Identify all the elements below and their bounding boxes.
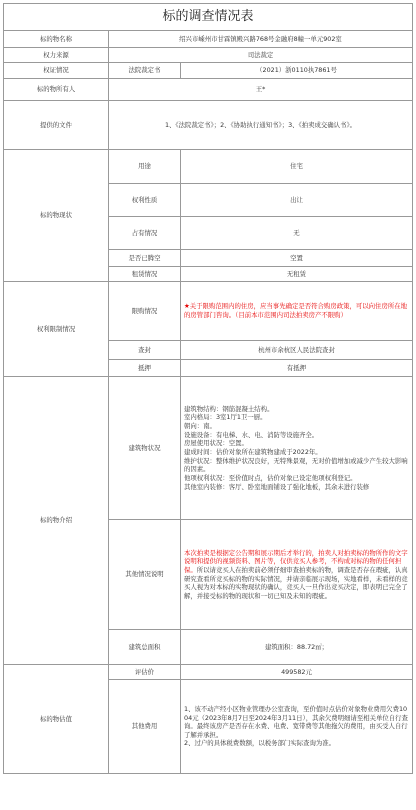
purchase-notice: ★关于限购范围内的住房，应当事先确定是否符合购房政策，可以向住房所在地的房管部门咨询。（目前本市范围内司法拍卖房产不限购）: [181, 282, 413, 341]
status-group-label: 标的物现状: [4, 150, 109, 282]
building-line: 房屋使用状况：空置。: [184, 439, 248, 448]
status-label: 占有情况: [109, 217, 181, 250]
status-value: 无: [181, 217, 413, 250]
status-label: 是否已腾空: [109, 250, 181, 267]
documents-label: 提供的文件: [4, 101, 109, 150]
documents-value: 1、《法院裁定书》；2、《协助执行通知书》；3、《拍卖成交确认书》。: [109, 101, 413, 150]
page-title: 标的调查情况表: [3, 3, 413, 30]
status-value: 住宅: [181, 150, 413, 184]
row-owner: [4, 79, 413, 101]
building-line: 维护状况：整体维护状况良好，无特殊景观，无对价值增加或减少产生较大影响的因素。: [184, 456, 408, 474]
rights-source-value: 司法裁定: [109, 48, 413, 63]
survey-table: [3, 30, 413, 774]
fees-line: 1、该不动产经小区物业管理办公室查询，至价值时点估价对象物业费用欠费1004元（2023年8月7日至2024年3月11日），其余欠费明细请至相关单位自行查询。最终该房产是否存在水费、电费、宽带费等其他拖欠的费用，由买受人自行了解并承担。: [184, 704, 408, 739]
area-label: 建筑总面积: [109, 630, 181, 665]
building-line: 朝向：南。: [184, 422, 216, 431]
status-label: 用途: [109, 150, 181, 184]
building-line: 室内格局：3室1厅1卫一厨。: [184, 413, 267, 422]
building-line: 建筑物结构：钢筋混凝土结构。: [184, 404, 274, 413]
row-intro-building: [4, 377, 413, 520]
seizure-value: 杭州市余杭区人民法院查封: [181, 341, 413, 360]
other-black-text: 所以请竞买人在拍卖前必须仔细审查拍卖标的物，调查是否存在瑕疵，认真研究查看所竞买标的物的实际情况，并请亲临展示现场，实地看样，未看样的竞买人视为对本标的实物现状的确认，竞买人一旦作出竞买决定，即表明已完全了解，并接受标的物的现状和一切已知及未知的瑕疵。: [184, 565, 408, 600]
restrictions-group-label: 权利限制情况: [4, 282, 109, 377]
owner-label: 标的物所有人: [4, 79, 109, 101]
fees-line: 2、过户的具体税费数额，以税务部门实际查询为准。: [184, 739, 336, 748]
owner-value: 王*: [109, 79, 413, 101]
purchase-label: 限购情况: [109, 282, 181, 341]
building-label: 建筑物状况: [109, 377, 181, 520]
row-valuation-appraisal: [4, 665, 413, 680]
fees-description: [181, 680, 413, 774]
building-line: 建成时间：估价对象所在建筑物建成于2022年。: [184, 448, 322, 456]
rights-proof-sublabel: 法院裁定书: [109, 63, 181, 79]
rights-source-label: 权力来源: [4, 48, 109, 63]
name-value: 绍兴市嵊州市甘霖镇殿兴路768号金融府8幢一单元902室: [109, 31, 413, 48]
status-label: 权利性质: [109, 184, 181, 217]
row-rights-source: [4, 48, 413, 63]
seizure-label: 查封: [109, 341, 181, 360]
other-description: [181, 520, 413, 630]
mortgage-value: 有抵押: [181, 360, 413, 377]
appraisal-value: 499582元: [181, 665, 413, 680]
valuation-group-label: 标的物估值: [4, 665, 109, 774]
rights-proof-label: 权证情况: [4, 63, 109, 79]
fees-label: 其他费用: [109, 680, 181, 774]
row-status-usage: [4, 150, 413, 184]
other-red-text: 本次拍卖是根据定公告期和展示期后才举行的，拍卖人对拍卖标的物所作的文字说明和提供的视频资料、图片等，仅供竞买人参考，不构成对标的物的任何担保。: [184, 548, 408, 574]
building-line: 其他室内装修：客厅、卧室地面铺设了强化地板，其余未进行装修: [184, 482, 370, 491]
survey-sheet: [3, 3, 413, 774]
appraisal-label: 评估价: [109, 665, 181, 680]
status-value: 出让: [181, 184, 413, 217]
mortgage-label: 抵押: [109, 360, 181, 377]
rights-proof-value: （2021）浙0110执7861号: [181, 63, 413, 79]
row-documents: [4, 101, 413, 150]
row-rights-proof: [4, 63, 413, 79]
building-description: [181, 377, 413, 520]
other-label: 其他情况说明: [109, 520, 181, 630]
intro-group-label: 标的物介绍: [4, 377, 109, 665]
building-line: 他项权利状况：至价值时点，估价对象已设定他项权利登记。: [184, 473, 357, 482]
row-name: [4, 31, 413, 48]
status-label: 租赁情况: [109, 267, 181, 282]
building-line: 设施设备：有电梯、水、电、消防等设施齐全。: [184, 430, 319, 439]
status-value: 无租赁: [181, 267, 413, 282]
area-value: 建筑面积：88.72㎡；: [181, 630, 413, 665]
name-label: 标的物名称: [4, 31, 109, 48]
row-restriction-purchase: [4, 282, 413, 341]
status-value: 空置: [181, 250, 413, 267]
